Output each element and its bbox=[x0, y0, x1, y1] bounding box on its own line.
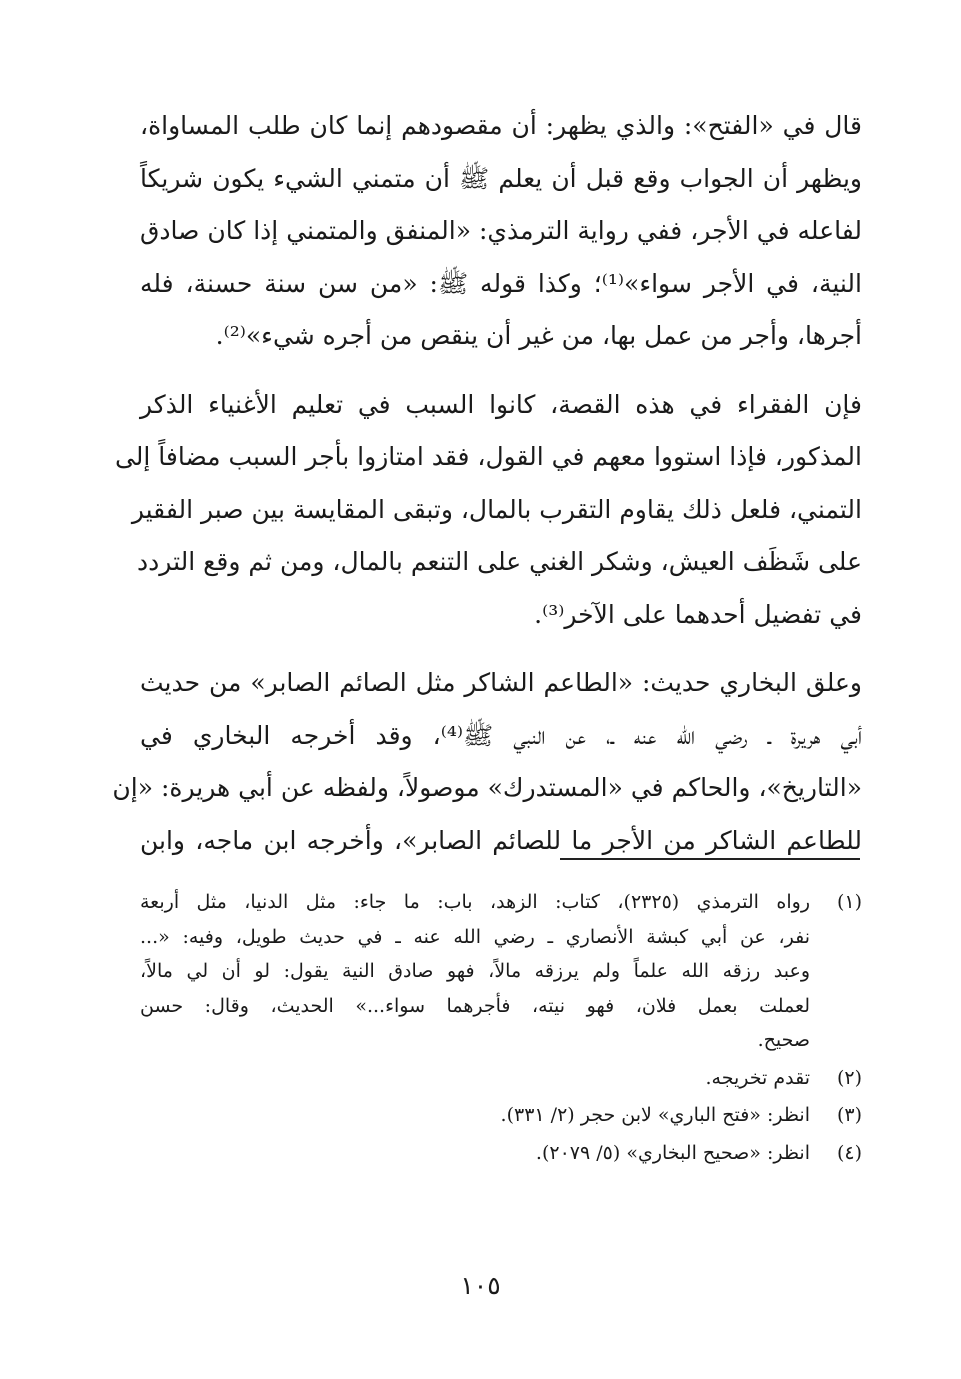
text-line: للطاعم الشاكر من الأجر ما للصائم الصابر»، وأخرجه ابن ماجه، وابن bbox=[140, 825, 862, 855]
footnote-number: (٤) bbox=[836, 1141, 862, 1164]
footnote bbox=[140, 1098, 862, 1133]
text-line: المذكور، فإذا استووا معهم في القول، فقد امتازوا بأجر السبب مضافاً إلى bbox=[114, 442, 862, 471]
footnote-line: رواه الترمذي (٢٣٢٥)، كتاب: الزهد، باب: ما جاء: مثل الدنيا، مثل أربعة bbox=[140, 891, 810, 913]
page-number: ١٠٥ bbox=[460, 1271, 501, 1300]
text-line: قال في «الفتح»: والذي يظهر: أن مقصودهم إنما كان طلب المساواة، bbox=[140, 111, 862, 140]
footnotes bbox=[140, 885, 862, 1173]
paragraph bbox=[112, 657, 863, 867]
footnote bbox=[140, 1136, 862, 1171]
text-line: النية، في الأجر سواء»⁽¹⁾؛ وكذا قوله ﷺ: «من سن سنة حسنة، فله bbox=[140, 268, 863, 298]
text-line: أجرها، وأجر من عمل بها، من غير أن ينقص من أجره شيء»⁽²⁾. bbox=[215, 321, 862, 350]
text-line: ويظهر أن الجواب وقع قبل أن يعلم ﷺ أن متمني الشيء يكون شريكاً bbox=[140, 163, 862, 193]
footnote-line: صحيح. bbox=[757, 1029, 810, 1051]
text-line: فإن الفقراء في هذه القصة، كانوا السبب في تعليم الأغنياء الذكر bbox=[140, 389, 862, 419]
footnote-divider bbox=[560, 858, 860, 860]
text-line: التمني، فلعل ذلك يقاوم التقرب بالمال، وتبقى المقايسة بين صبر الفقير bbox=[131, 494, 862, 524]
footnote-line: انظر: «فتح الباري» لابن حجر (٢/ ٣٣١). bbox=[500, 1104, 810, 1126]
text-line: «التاريخ»، والحاكم في «المستدرك» موصولاً، ولفظه عن أبي هريرة: «إن bbox=[112, 773, 862, 802]
footnote bbox=[140, 885, 862, 1058]
footnote-number: (١) bbox=[836, 891, 862, 913]
text-line: في تفضيل أحدهما على الآخر⁽³⁾. bbox=[534, 599, 862, 629]
footnote bbox=[140, 1061, 862, 1096]
footnote-line: لعملت بعمل فلان، فهو نيته، فأجرهما سواء...» الحديث، وقال: حسن bbox=[140, 994, 810, 1017]
footnote-number: (٢) bbox=[836, 1066, 862, 1089]
footnote-number: (٣) bbox=[836, 1104, 862, 1126]
footnote-line: انظر: «صحيح البخاري» (٥/ ٢٠٧٩). bbox=[535, 1141, 810, 1164]
text-line: لفاعله في الأجر، ففي رواية الترمذي: «المنفق والمتمني إذا كان صادق bbox=[140, 216, 862, 245]
footnote-line: نفر، عن أبي كبشة الأنصاري ـ رضي الله عنه ـ في حديث طويل، وفيه: «... bbox=[140, 925, 810, 948]
main-text bbox=[112, 100, 863, 867]
paragraph bbox=[140, 100, 862, 363]
footnote-line: وعبد رزقه الله علماً ولم يرزقه مالاً، فهو صادق النية يقول: لو أن لي مالاً، bbox=[140, 960, 810, 982]
text-line: وعلق البخاري حديث: «الطاعم الشاكر مثل الصائم الصابر» من حديث bbox=[140, 668, 862, 697]
text-line: أبي هريرة ـ رضي الله عنه ـ، عن النبي ﷺ⁽⁴⁾، وقد أخرجه البخاري في bbox=[140, 720, 863, 750]
footnote-line: تقدم تخريجه. bbox=[705, 1066, 810, 1089]
text-line: على شَظَف العيش، وشكر الغني على التنعم بالمال، ومن ثم وقع التردد bbox=[137, 547, 862, 576]
paragraph bbox=[114, 379, 862, 642]
